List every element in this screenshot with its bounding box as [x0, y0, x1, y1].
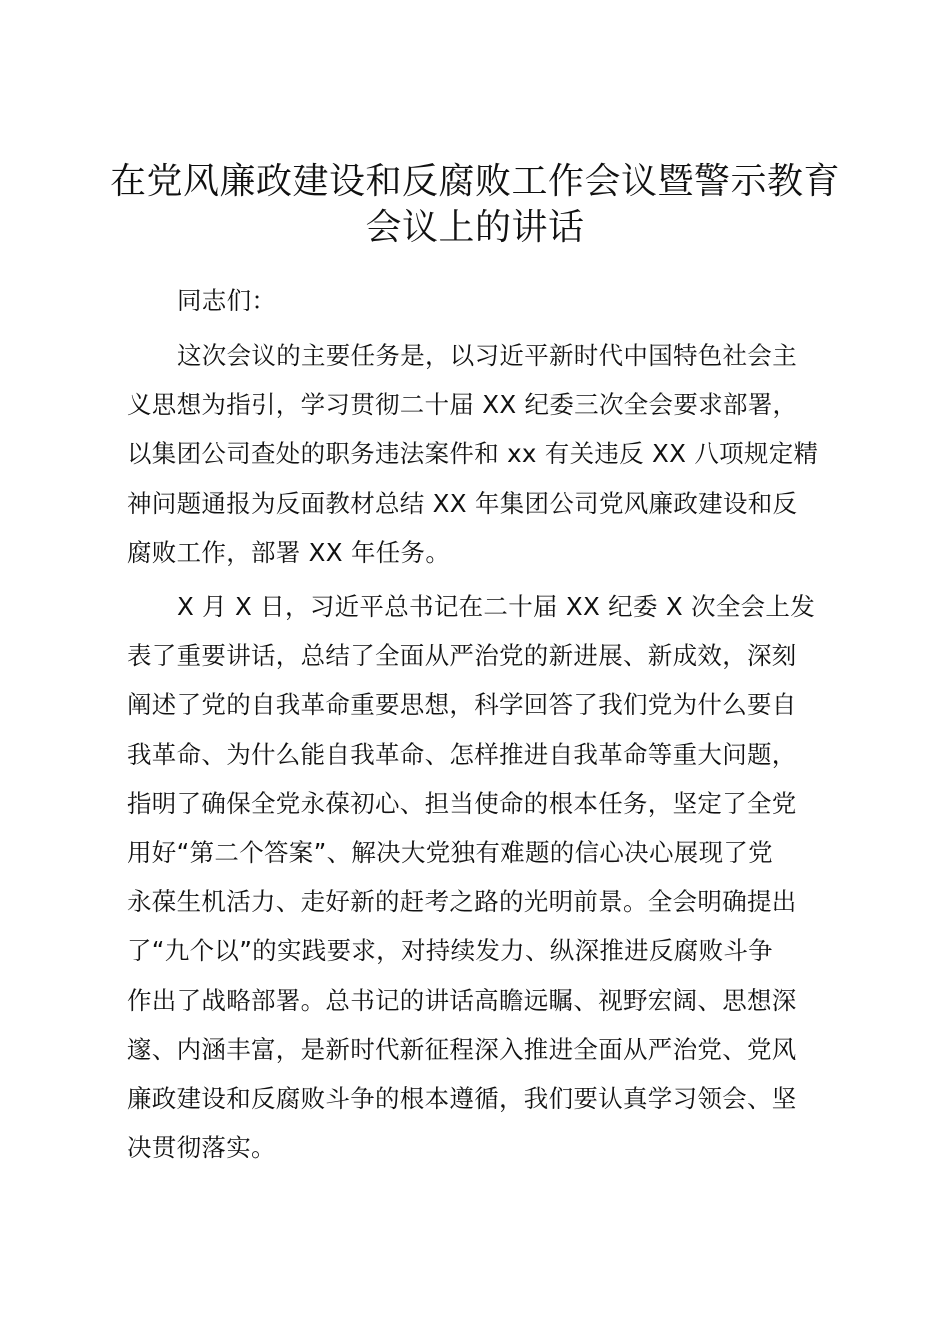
paragraph-1-line: 这次会议的主要任务是，以习近平新时代中国特色社会主 [177, 341, 797, 370]
paragraph-2-line: 廉政建设和反腐败斗争的根本遵循，我们要认真学习领会、坚 [127, 1083, 797, 1113]
paragraph-1-line: 神问题通报为反面教材总结 XX 年集团公司党风廉政建设和反 [127, 488, 798, 518]
paragraph-1 [127, 331, 837, 577]
title-line-2: 会议上的讲话 [365, 207, 585, 248]
paragraph-1-line: 以集团公司查处的职务违法案件和 xx 有关违反 XX 八项规定精 [127, 439, 819, 469]
title-line-1: 在党风廉政建设和反腐败工作会议暨警示教育 [109, 161, 840, 202]
paragraph-2-line: 永葆生机活力、走好新的赶考之路的光明前景。全会明确提出 [127, 887, 797, 917]
paragraph-1-line: 腐败工作，部署 XX 年任务。 [127, 537, 451, 567]
paragraph-1-line: 义思想为指引，学习贯彻二十届 XX 纪委三次全会要求部署， [127, 390, 798, 420]
paragraph-2-line: 阐述了党的自我革命重要思想，科学回答了我们党为什么要自 [127, 690, 797, 720]
paragraph-2-line: 决贯彻落实。 [127, 1133, 276, 1163]
paragraph-2-line: 作出了战略部署。总书记的讲话高瞻远瞩、视野宏阔、思想深 [127, 985, 797, 1015]
paragraph-2 [127, 582, 837, 1172]
paragraph-2-line: 邃、内涵丰富，是新时代新征程深入推进全面从严治党、党风 [127, 1034, 797, 1064]
paragraph-2-line: 我革命、为什么能自我革命、怎样推进自我革命等重大问题， [127, 739, 797, 769]
paragraph-2-line: 了“九个以”的实践要求，对持续发力、纵深推进反腐败斗争 [127, 936, 773, 966]
paragraph-2-line: X 月 X 日，习近平总书记在二十届 XX 纪委 X 次全会上发 [177, 592, 816, 621]
salutation-text: 同志们： [177, 286, 277, 315]
paragraph-2-line: 用好“第二个答案”、解决大党独有难题的信心决心展现了党 [127, 837, 773, 867]
paragraph-2-line: 指明了确保全党永葆初心、担当使命的根本任务，坚定了全党 [127, 788, 797, 818]
salutation [127, 276, 837, 325]
paragraph-2-line: 表了重要讲话，总结了全面从严治党的新进展、新成效，深刻 [127, 641, 797, 671]
